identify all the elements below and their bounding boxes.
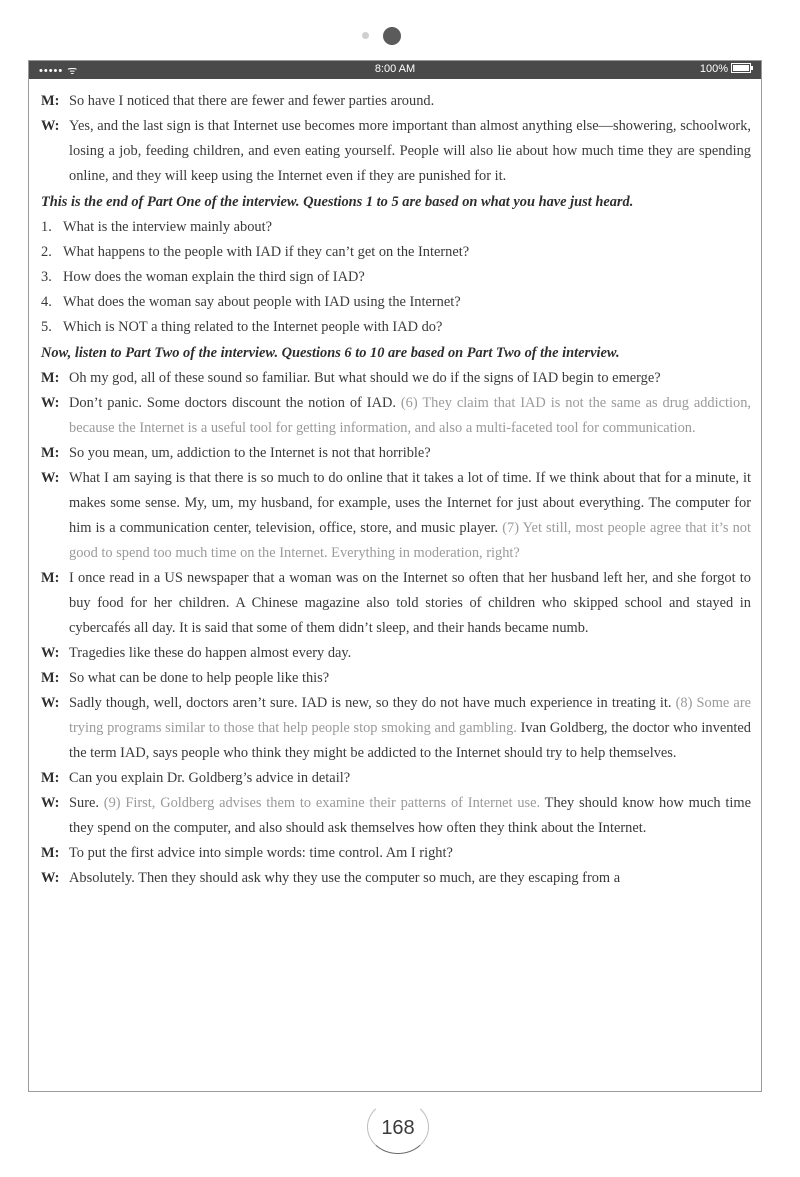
question-number: 2. bbox=[41, 244, 52, 260]
question-number: 1. bbox=[41, 219, 52, 235]
page-dot-active[interactable] bbox=[383, 27, 401, 45]
dialog-line bbox=[41, 441, 751, 466]
speaker-label: W: bbox=[41, 870, 60, 886]
dialog-text: Absolutely. Then they should ask why they use the computer so much, are they escaping from a bbox=[69, 870, 621, 886]
question-item bbox=[41, 215, 751, 240]
question-text: What does the woman say about people with IAD using the Internet? bbox=[63, 294, 461, 310]
dialog-line bbox=[41, 866, 751, 891]
dialog-text: What I am saying is that there is so much to do online that it takes a lot of time. If we think about that for a minute, it makes some sense. My, um, my husband, for example, uses the Internet for just about everything. The computer for him is a communication center, television, office, store, and music player. bbox=[69, 470, 751, 536]
page-number: 168 bbox=[367, 1100, 429, 1154]
question-text: What happens to the people with IAD if they can’t get on the Internet? bbox=[63, 244, 470, 260]
speaker-label: M: bbox=[41, 445, 60, 461]
part-two-note: Now, listen to Part Two of the interview. Questions 6 to 10 are based on Part Two of the interview. bbox=[41, 345, 620, 361]
dialog-text: So what can be done to help people like this? bbox=[69, 670, 330, 686]
dialog-line bbox=[41, 89, 751, 114]
dialog-text: Can you explain Dr. Goldberg’s advice in detail? bbox=[69, 770, 351, 786]
page-dot-inactive[interactable] bbox=[362, 32, 369, 39]
question-text: Which is NOT a thing related to the Internet people with IAD do? bbox=[63, 319, 443, 335]
dialog-text: Yes, and the last sign is that Internet use becomes more important than almost anything else—showering, schoolwork, losing a job, feeding children, and even eating yourself. People will also lie about how much time they are spending online, and they will keep using the Internet even if they are punished for it. bbox=[69, 118, 751, 184]
answer-highlight: (7) Yet still, most people agree that it’s not good to spend too much time on the Internet. Everything in moderation, right? bbox=[69, 520, 751, 561]
dialog-line bbox=[41, 366, 751, 391]
status-bar bbox=[29, 61, 761, 79]
dialog-line bbox=[41, 466, 751, 566]
speaker-label: W: bbox=[41, 395, 60, 411]
speaker-label: M: bbox=[41, 670, 60, 686]
dialog-text: So have I noticed that there are fewer and fewer parties around. bbox=[69, 93, 435, 109]
question-item bbox=[41, 265, 751, 290]
battery-icon bbox=[731, 63, 751, 73]
dialog-line bbox=[41, 566, 751, 641]
question-item bbox=[41, 290, 751, 315]
question-list bbox=[41, 215, 751, 340]
question-text: How does the woman explain the third sign of IAD? bbox=[63, 269, 365, 285]
dialog-text: So you mean, um, addiction to the Internet is not that horrible? bbox=[69, 445, 431, 461]
battery-label: 100% bbox=[699, 63, 728, 75]
speaker-label: M: bbox=[41, 770, 60, 786]
dialog-text: Sure. bbox=[69, 795, 104, 811]
signal-icon: ••••• ᯤ bbox=[39, 65, 79, 77]
part-one-end-note: This is the end of Part One of the interview. Questions 1 to 5 are based on what you have just heard. bbox=[41, 194, 634, 210]
transcript-content bbox=[41, 89, 751, 891]
dialog-line bbox=[41, 691, 751, 766]
dialog-line bbox=[41, 114, 751, 189]
speaker-label: W: bbox=[41, 118, 60, 134]
question-item bbox=[41, 315, 751, 340]
status-time: 8:00 AM bbox=[374, 63, 416, 75]
answer-highlight: (6) They claim that IAD is not the same as drug addiction, because the Internet is a useful tool for getting information, and also a multi-faceted tool for communication. bbox=[69, 395, 751, 436]
part-two-dialog bbox=[41, 366, 751, 891]
speaker-label: M: bbox=[41, 93, 60, 109]
question-item bbox=[41, 240, 751, 265]
dialog-text: To put the first advice into simple words: time control. Am I right? bbox=[69, 845, 453, 861]
page-indicator bbox=[0, 26, 800, 46]
speaker-label: M: bbox=[41, 570, 60, 586]
dialog-line bbox=[41, 791, 751, 841]
question-text: What is the interview mainly about? bbox=[63, 219, 273, 235]
dialog-text: Oh my god, all of these sound so familiar. But what should we do if the signs of IAD begin to emerge? bbox=[69, 370, 661, 386]
dialog-text: Sadly though, well, doctors aren’t sure. IAD is new, so they do not have much experience in treating it. bbox=[69, 695, 676, 711]
dialog-line bbox=[41, 641, 751, 666]
question-number: 3. bbox=[41, 269, 52, 285]
dialog-text: Tragedies like these do happen almost every day. bbox=[69, 645, 352, 661]
question-number: 5. bbox=[41, 319, 52, 335]
question-number: 4. bbox=[41, 294, 52, 310]
dialog-text-continued: Ivan Goldberg, the doctor who invented the term IAD, says people who think they might be addicted to the Internet should try to help themselves. bbox=[69, 720, 751, 761]
dialog-text: Don’t panic. Some doctors discount the notion of IAD. bbox=[69, 395, 401, 411]
battery-indicator bbox=[700, 63, 751, 75]
speaker-label: M: bbox=[41, 845, 60, 861]
speaker-label: W: bbox=[41, 470, 60, 486]
device-frame bbox=[28, 60, 762, 1092]
dialog-line bbox=[41, 841, 751, 866]
dialog-line bbox=[41, 766, 751, 791]
speaker-label: W: bbox=[41, 795, 60, 811]
speaker-label: W: bbox=[41, 645, 60, 661]
dialog-line bbox=[41, 666, 751, 691]
dialog-text-continued: They should know how much time they spend on the computer, and also should ask themselves how often they think about the Internet. bbox=[69, 795, 752, 836]
answer-highlight: (9) First, Goldberg advises them to examine their patterns of Internet use. bbox=[103, 795, 541, 811]
answer-highlight: (8) Some are trying programs similar to those that help people stop smoking and gambling. bbox=[69, 695, 751, 736]
part-one-dialog bbox=[41, 89, 751, 189]
speaker-label: W: bbox=[41, 695, 60, 711]
dialog-text: I once read in a US newspaper that a woman was on the Internet so often that her husband left her, and she forgot to buy food for her children. A Chinese magazine also told stories of children who skipped school and stayed in cybercafés all day. It is said that some of them didn’t sleep, and their hands became numb. bbox=[69, 570, 751, 636]
speaker-label: M: bbox=[41, 370, 60, 386]
dialog-line bbox=[41, 391, 751, 441]
